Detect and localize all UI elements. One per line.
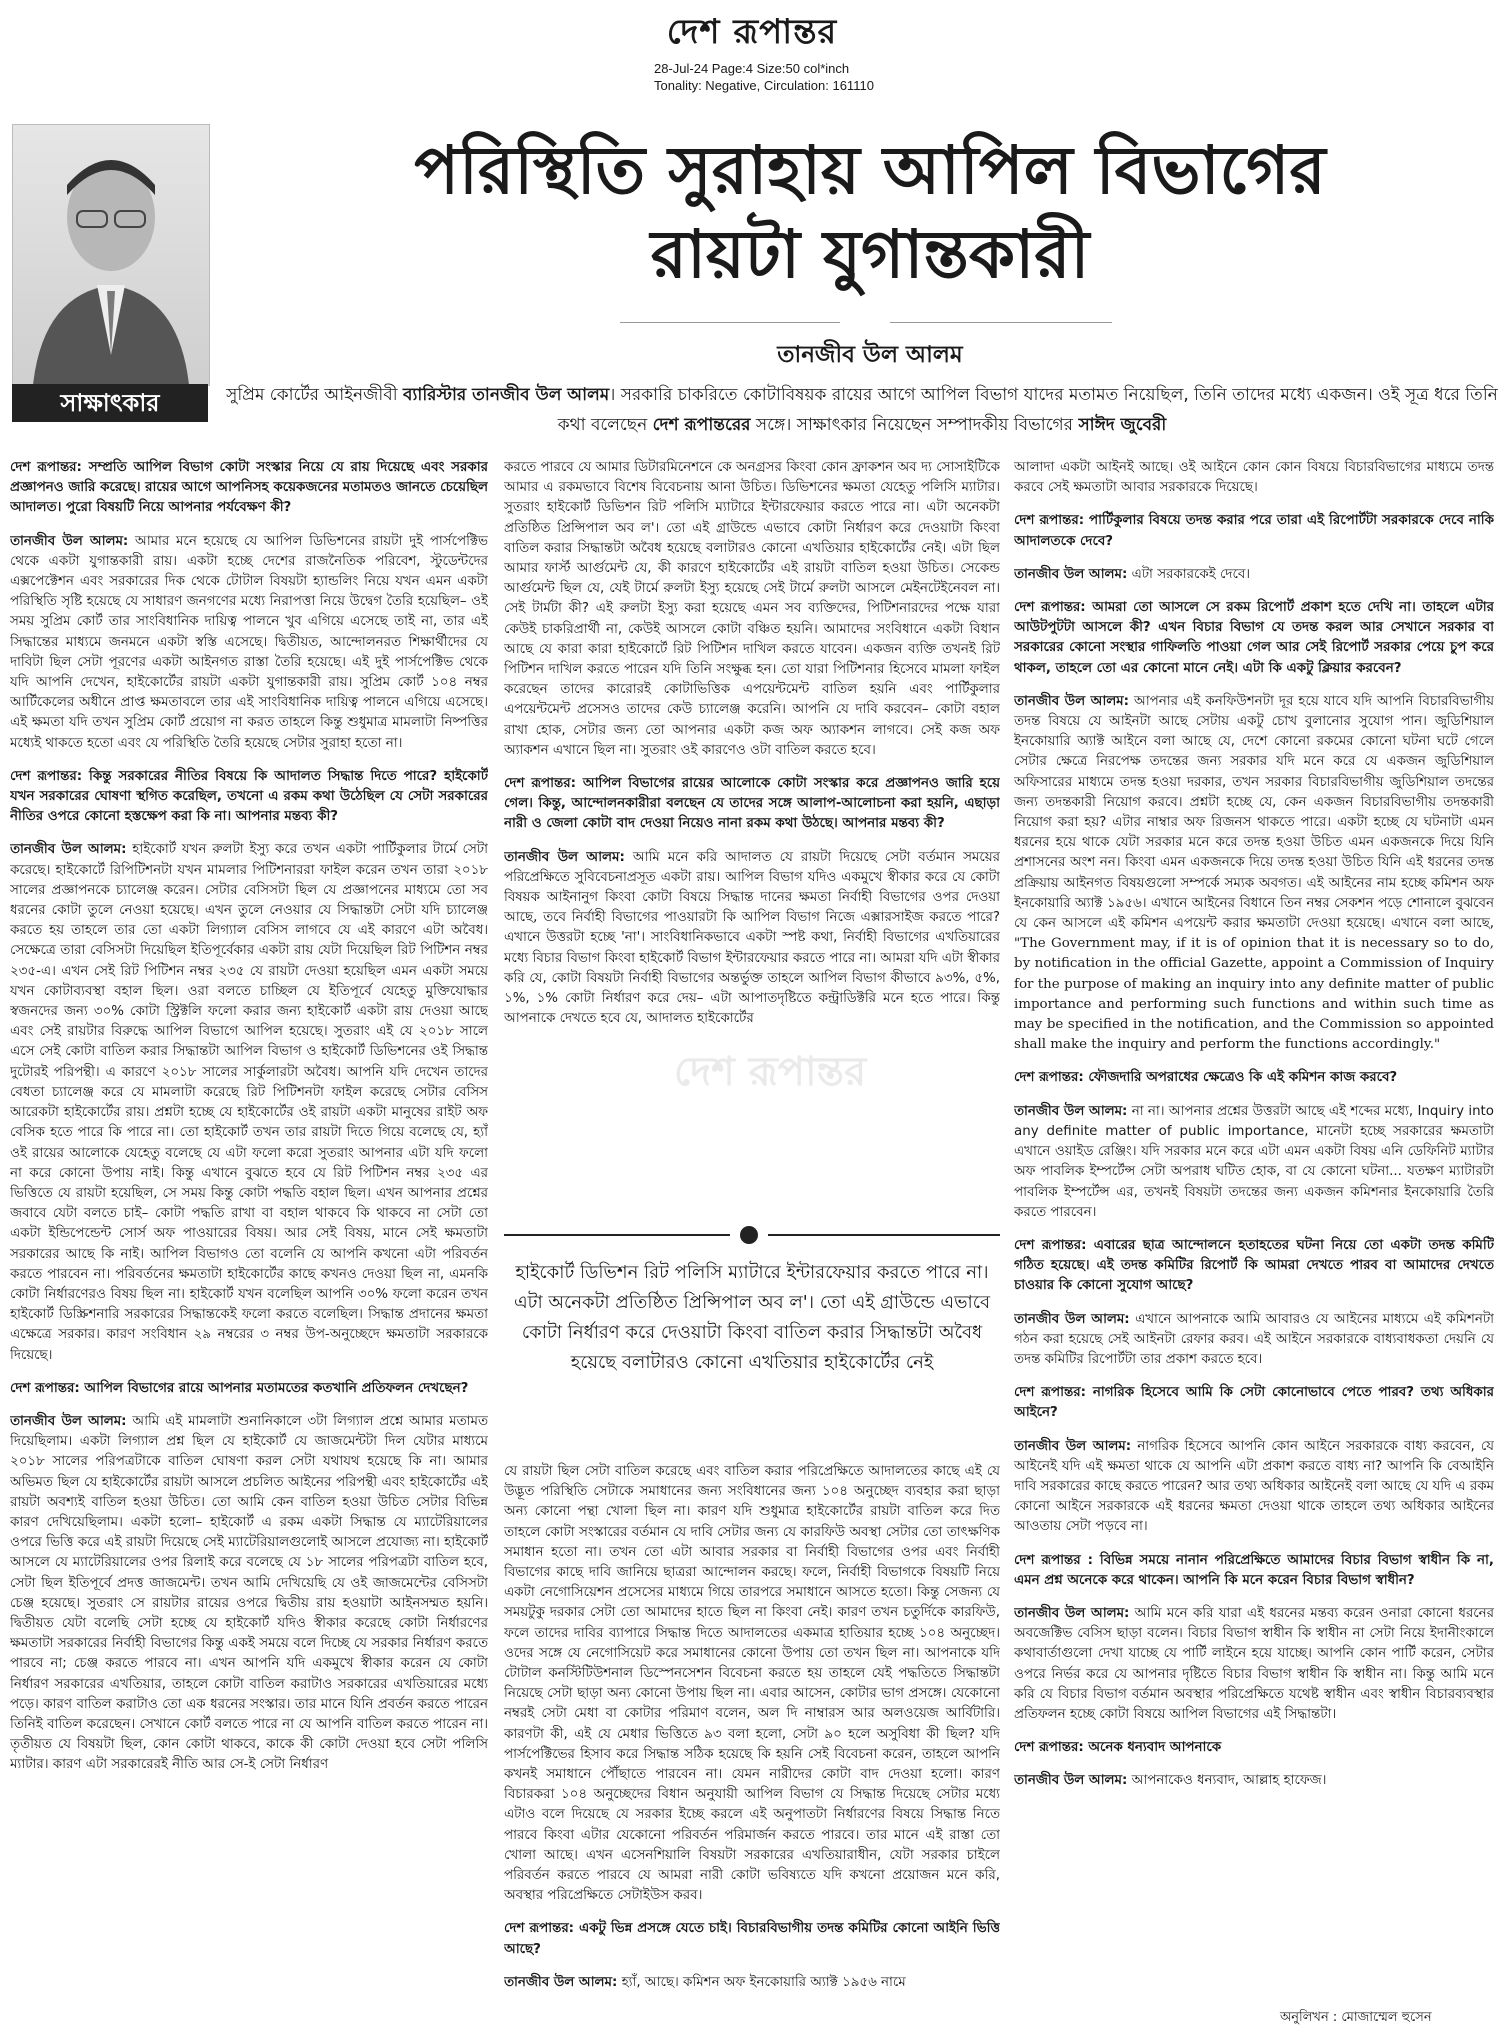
question: দেশ রূপান্তর : বিভিন্ন সময়ে নানান পরিপ্রেক্ষিতে আমাদের বিচার বিভাগ স্বাধীন কি না, এমন প্রশ্ন অনেকে করে থাকেন। আপনি কি মনে করেন বিচার বিভাগ স্বাধীন? [1014,1552,1494,1588]
answer-text: আমার মনে হয়েছে যে আপিল ডিভিশনের রায়টা দুই পার্সপেক্টিভ থেকে একটা যুগান্তকারী রায়। একটা হচ্ছে দেশের রাজনৈতিক পরিবেশ, স্টুডেন্টদের এক্সপেক্টেশন এবং সরকারের দিক থেকে টোটাল বিষয়টা হ্যান্ডলিং নিয়ে যখন এমন একটা পরিস্থিতি সৃষ্টি হয়েছে যে সাধারণ জনগণের মধ্যে নিরাপত্তা নিয়ে উদ্বেগ তৈরি হয়েছিল– ওই সময় সুপ্রিম কোর্ট তার সাংবিধানিক দায়িত্ব পালনে খুব এগিয়ে এসেছে তাই না, তার এই সিদ্ধান্তের মাধ্যমে জনমনে একটা স্বস্তি এসেছে। দ্বিতীয়ত, আন্দোলনরত শিক্ষার্থীদের যে দাবিটা ছিল সেটা পূরণের একটা আইনগত রাস্তা তৈরি হয়েছে। এই দুই পার্সপেক্টিভ থেকে যদি আপনি দেখেন, হাইকোর্টের রায়টা একটা যুগান্তকারী রায়। সুপ্রিম কোর্ট ১০৪ নম্বর আর্টিকেলের অধীনে প্রাপ্ত ক্ষমতাবলে তার এই সাংবিধানিক দায়িত্ব পালনে এগিয়ে এসেছে। এই ক্ষমতা যদি তখন সুপ্রিম কোর্ট প্রয়োগ না করত তাহলে কিন্তু শুধুমাত্র মামলাটা নিষ্পত্তির মধ্যেই থাকতে হতো এবং যে পরিস্থিতি তৈরি হয়েছে সেটার সুরাহা হতো না। [10,533,488,751]
pull-quote-text: হাইকোর্ট ডিভিশন রিট পলিসি ম্যাটারে ইন্টারফেয়ার করতে পারে না। এটা অনেকটা প্রতিষ্ঠিত প্রিন্সিপাল অব ল'। তো এই গ্রাউন্ডে এভাবে কোটা নির্ধারণ করে দেওয়াটা কিংবা বাতিল করার সিদ্ধান্তটা অবৈধ হয়েছে বলাটারও কোনো এখতিয়ার হাইকোর্টের নেই [513,1262,990,1373]
answer-continued: করতে পারবে যে আমার ডিটারমিনেশনে কে অনগ্রসর কিংবা কোন ফ্রাকশন অব দ্য সোসাইটিকে আমার এ রকমভাবে বিশেষ বিবেচনায় আনা উচিত। ডিভিশনের ক্ষমতা যেহেতু পলিসি ম্যাটার। সুতরাং হাইকোর্ট ডিভিশন রিট পলিসি ম্যাটারে ইন্টারফেয়ার করতে পারে না। এটা অনেকটা প্রতিষ্ঠিত প্রিন্সিপাল অব ল'। তো এই গ্রাউন্ডে এভাবে কোটা নির্ধারণ করে দেওয়াটা কিংবা বাতিল করার সিদ্ধান্তটা অবৈধ হয়েছে বলাটারও কোনো এখতিয়ার হাইকোর্টের নেই। এটা ছিল আমার ফার্স্ট আর্গুমেন্ট যে, কী কারণে হাইকোর্টের এই রায়টা বাতিল হওয়া উচিত। সেকেন্ড আর্গুমেন্ট ছিল যে, যেই টার্মে রুলটা ইস্যু হয়েছে সেই টার্মে রুলটা আসলে মেইনটেইনেবল না। সেই টার্মটা কী? এই রুলটা ইস্যু করা হয়েছে এমন সব ব্যক্তিদের, পিটিশনারদের পক্ষে যারা কেউই চাকরিপ্রার্থী না, কেউই আসলে কোটা বঞ্চিত হয়নি। আমাদের সংবিধানে একটা বিধান আছে যে কারা কারা হাইকোর্টে রিট পিটিশন দাখিল করতে যাবেন। একজন ব্যক্তি তখনই রিট পিটিশন দাখিল করতে পারেন যদি তিনি সংক্ষুব্ধ হন। তো যারা পিটিশনার হিসেবে মামলা ফাইল করেছেন তাদের কারোরই কোটাভিত্তিক এপয়েন্টমেন্ট বাতিল হয়নি এবং পার্টিকুলার এপয়েন্টমেন্ট প্রসেসও তাদের কেউ চ্যালেঞ্জ করেনি। আপনি যে দাবি করবেন– কোটা বহাল রাখা হোক, সেটার জন্য তো আপনার একটা কজ অফ অ্যাকশন লাগবে। সেই কজ অফ অ্যাকশন এখানে ছিল না। সুতরাং ওই কারণেও ওটা বাতিল করতে হবে। [504,460,1000,758]
answer-text: না না। আপনার প্রশ্নের উত্তরটা আছে এই শব্দের মধ্যে, Inquiry into any definite matter of public importance, মানেটা হচ্ছে সরকারের ক্ষমতাটা এখানে ওয়াইড রেঞ্জিং। যদি সরকার মনে করে এটা এমন একটা বিষয় এনি ডেফিনিট ম্যাটার অফ পাবলিক ইম্পর্টেন্স সেটা অপরাধ ঘটিত হোক, বা যে কোনো ঘটনা... যতক্ষণ ম্যাটারটা পাবলিক ইম্পর্টেন্স এর, তখনই বিষয়টা তদন্তের জন্য একজন কমিশনার ইনকোয়ারি তৈরি করতে পারবেন। [1014,1103,1494,1220]
answer [1014,1437,1494,1538]
clipping-meta [654,60,874,94]
answer-text: আমি মনে করি আদালত যে রায়টা দিয়েছে সেটা বর্তমান সময়ের পরিপ্রেক্ষিতে সুবিবেচনাপ্রসূত একটা রায়। আপিল বিভাগ যদিও একমুখে স্বীকার করে যে কোটা বিষয়ক আইনানুগ কিংবা কোটা বিষয়ে সিদ্ধান্ত দানের ক্ষমতা নির্বাহী বিভাগের ওপর দেওয়া আছে, তবে নির্বাহী বিভাগের পাওয়ারটা কি আপিল বিভাগ নিজে এক্সারসাইজ করতে পারে? এখানে উত্তরটা হচ্ছে 'না'। সাংবিধানিকভাবে একটা স্পষ্ট কথা, নির্বাহী বিভাগের এখতিয়ারের মধ্যে বিচার বিভাগ কিংবা হাইকোর্ট বিভাগ ইন্টারফেয়ার করতে পারে না। আমরা যদি এটা স্বীকার করি যে, কোটা বিষয়টা নির্বাহী বিভাগের অন্তর্ভুক্ত তাহলে আপিল বিভাগ কীভাবে ৯৩%, ৫%, ১%, ১% কোটা নির্ধারণ করে দেয়– এটা আপাতদৃষ্টিতে কন্ট্রাডিক্টরি মনে হতে পারে। কিন্তু আপনাকে দেখতে হবে যে, আদালত হাইকোর্টের [504,849,1000,1027]
answer [10,1412,488,1776]
speaker-label: তানজীব উল আলম: [10,842,127,858]
answer-continued: আলাদা একটা আইনই আছে। ওই আইনে কোন কোন বিষয়ে বিচারবিভাগের মাধ্যমে তদন্ত করবে সেই ক্ষমতাটা আবার সরকারকে দিয়েছে। [1014,460,1494,496]
intro-text: সঙ্গে। সাক্ষাৎকার নিয়েছেন সম্পাদকীয় বিভাগের [750,415,1079,435]
column-2-lower [504,1462,1000,2032]
english-quote: "The Government may, if it is of opinion that it is necessary so to do, by notification in the official Gazette, appoint a Commission of Inquiry for the purpose of making an inquiry into any definite matter of public importance and performing such functions and within such time as may be specified in the notification, and the Commission so appointed shall make the inquiry and perform the functions accordingly." [1014,936,1494,1053]
pull-quote-dot [740,1226,758,1244]
speaker-label: তানজীব উল আলম: [504,849,625,865]
speaker-label: তানজীব উল আলম: [1014,566,1128,582]
speaker-label: তানজীব উল আলম: [1014,693,1129,709]
answer-text: হাইকোর্ট যখন রুলটা ইস্যু করে তখন একটা পার্টিকুলার টার্মে সেটা করেছে। হাইকোর্টে রিপিটিশনটা যখন মামলার পিটিশনাররা ফাইল করেন তখন তারা ২০১৮ সালের প্রজ্ঞাপনকে চ্যালেঞ্জ করেন। সেটার বেসিসটা ছিল যে প্রজ্ঞাপনের মাধ্যমে তো সব ধরনের কোটা তুলে নেওয়া হয়েছে। এখন তুলে নেওয়ার যে সিদ্ধান্তটা সেটা যদি চ্যালেঞ্জ করতে হয় তাহলে তার তো একটা লিগ্যাল বেসিস লাগবে যে এই কারণে এটা অবৈধ। সেক্ষেত্রে তারা বেসিসটা দিয়েছিল ইতিপূর্বেকার একটা রায় যেটা দিয়েছিল রিট পিটিশন নম্বর ২৩৫-এ। এখন সেই রিট পিটিশন নম্বর ২৩৫ যে রায়টা দেওয়া হয়েছিল এমন একটা সময়ে যখন কোটাব্যবস্থা বহাল ছিল। ওরা বলতে চাচ্ছিল যে ইতিপূর্বে যেহেতু মুক্তিযোদ্ধার স্বজনদের জন্য ৩০% কোটা স্ট্রিক্টলি ফলো করার জন্য হাইকোর্ট একটা রায় দেওয়া আছে এবং সেই রায়টার বিরুদ্ধে আপিল বিভাগে আপিল হয়েছে। সুতরাং এই যে ২০১৮ সালে এসে সেই কোটা বাতিল করার সিদ্ধান্তটা আপিল বিভাগ ও হাইকোর্ট ডিভিশনের ওই সিদ্ধান্ত দুটোরই পরিপন্থী। এ কারণে ২০১৮ সালের সার্কুলারটা অবৈধ। আপনি যদি দেখেন তাদের বেধতা চ্যালেঞ্জ করে যে মামলাটা করেছে রিট পিটিশনটা ফাইল করেছে সেটার বেসিস আরেকটা হাইকোর্টের রায়। প্রশ্নটা হচ্ছে যে হাইকোর্টের ওই রায়টা একটা মানুষের রাইট অফ বেসিক হতে পারে কি পারে না। তো হাইকোর্ট তখন তার রায়টা দিতে গিয়ে বলেছে যে, হ্যাঁ ওই রায়ের আলোকে যেহেতু বলেছে যে এটা ফলো করো সুতরাং আপনার এটা যদি ফলো না করে কোনো উপায় নাই। কিন্তু এখানে বুঝতে হবে যে রিট পিটিশন নম্বর ২৩৫ এর ভিত্তিতে যে রায়টা হয়েছিল, সে সময় কিন্তু কোটা পদ্ধতি বহাল ছিল। এখন আপনার প্রশ্নের জবাবে যেটা বলতে চাই– কোটা পদ্ধতি রাখা বা বহাল থাকবে কি থাকবে না সেটা তো একটা ইন্ডিপেন্ডেন্ট সোর্স অফ পাওয়ারের বিষয়। আর সেই বিষয়, মানে সেই ক্ষমতাটা সরকারের আছে কি নাই। আপিল বিভাগও তো বলেনি যে আপনি কখনো এটা পরিবর্তন করতে পারবেন না। পরিবর্তনের ক্ষমতাটা হাইকোর্টের কাছে কখনও দেওয়া ছিল না, এমনকি কোটা নির্ধারণেরও বিষয় ছিল না। হাইকোর্ট যখন বলেছিল আপনি ৩০% ফলো করেন তখন হাইকোর্ট ডিস্ক্রিশনারি সরকারের সিদ্ধান্তকেই ফলো করতে বলেছিল। সিদ্ধান্ত প্রদানের ক্ষমতা এক্ষেত্রে সরকার। কারণ সংবিধান ২৯ নম্বরের ৩ নম্বর উপ-অনুচ্ছেদে ক্ষমতাটা সরকারকে দিয়েছে। [10,842,488,1363]
answer [1014,1771,1494,1791]
question: দেশ রূপান্তর: একটু ভিন্ন প্রসঙ্গে যেতে চাই। বিচারবিভাগীয় তদন্ত কমিটির কোনো আইনি ভিত্তি আছে? [504,1921,1000,1957]
question: দেশ রূপান্তর: অনেক ধন্যবাদ আপনাকে [1014,1740,1222,1756]
byline-rule-left [620,322,840,323]
answer-text: আমি মনে করি যারা এই ধরনের মন্তব্য করেন ওনারা কোনো ধরনের অবজেক্টিভ বেসিস ছাড়া বলেন। বিচার বিভাগ স্বাধীন কি স্বাধীন না সেটা নিয়ে ইদানীংকালে কথাবার্তাগুলো দেখা যাচ্ছে যে পার্টি লাইনে হয়ে যাচ্ছে। আপনি কোন পার্টি করেন, সেটার ওপরে নির্ভর করে যে আপনার দৃষ্টিতে বিচার বিভাগ স্বাধীন কি স্বাধীন না। কিন্তু আমি মনে করি যে বিচার বিভাগ বর্তমান অবস্থার পরিপ্রেক্ষিতে যথেষ্ট স্বাধীন এবং স্বাধীন বিচারব্যবস্থার প্রতিফলন হচ্ছে কোটা বিষয়ে আপিল বিভাগের এই সিদ্ধান্তটা। [1014,1605,1494,1722]
answer-text: আপনার এই কনফিউশনটা দূর হয়ে যাবে যদি আপনি বিচারবিভাগীয় তদন্ত বিষয়ে যে আইনটা আছে সেটায় একটু চোখ বুলানোর সুযোগ পান। জুডিশিয়াল ইনকোয়ারি অ্যাক্ট আইনে বলা আছে যে, দেশে কোনো রকমের কোনো ঘটনা ঘটে গেলে সেটার ক্ষেত্রে নিরপেক্ষ তদন্তের জন্য সরকার যদি মনে করে যে একজন জুডিশিয়াল অফিসারের মাধ্যমে তদন্ত হওয়া দরকার, তখন সরকার বিচারবিভাগীয় জুডিশিয়াল তদন্তের জন্য তদন্তকারী নিয়োগ করবে। প্রশ্নটা হচ্ছে যে, কেন একজন বিচারবিভাগীয় তদন্তকারী নিয়োগ করা হয়? এটার নাম্বার অফ রিজনস থাকতে পারে। একটা হচ্ছে যে ঘটনাটা এমন ধরনের হয়ে থাকে যেটা সরকার মনে করে তদন্ত হওয়া উচিত এমন একজনকে দিয়ে যিনি প্রশাসনের অংশ নন। কিংবা এমন একজনকে দিয়ে তদন্ত হওয়া উচিত যিনি এই ধরনের তদন্ত প্রক্রিয়ায় আইনগত বিষয়গুলো সম্পর্কে সম্যক অবগত। এই আইনের নাম হচ্ছে কমিশন অফ ইনকোয়ারি অ্যাক্ট ১৯৫৬। এখানে আইনের বিধানে তিন নম্বর সেকশন পড়ে শোনালে বুঝবেন যে কেন আসলে এই কমিশন এপয়েন্ট করার ক্ষমতাটা দেওয়া হয়েছে। এখানে বলা আছে, [1014,693,1494,932]
question: দেশ রূপান্তর: আপিল বিভাগের রায়ের আলোকে কোটা সংস্কার করে প্রজ্ঞাপনও জারি হয়ে গেল। কিন্তু, আন্দোলনকারীরা বলছেন যে তাদের সঙ্গে আলাপ-আলোচনা করা হয়নি, এছাড়া নারী ও জেলা কোটা বাদ দেওয়া নিয়েও নানা রকম কথা উঠছে। আপনার মন্তব্য কী? [504,776,1000,832]
speaker-label: তানজীব উল আলম: [10,1413,127,1429]
transcriber-credit: অনুলিখন : মোজাম্মেল হুসেন [1280,2010,1432,2025]
intro-interviewer: সাঈদ জুবেরী [1078,415,1167,435]
interviewee-photo [12,124,210,386]
intro-text: । সরকারি চাকরিতে কোটাবিষয়ক রায়ের আগে আপিল বিভাগ যাদের মতামত নিয়েছিল, তিনি তাদের মধ্যে একজন। ওই সূত্র ধরে তিনি কথা বলেছেন [557,385,1498,435]
headline-line-1: পরিস্থিতি সুরাহায় আপিল বিভাগের [414,131,1326,209]
section-tag: সাক্ষাৎকার [12,384,208,422]
question: দেশ রূপান্তর: কিন্তু সরকারের নীতির বিষয়ে কি আদালত সিদ্ধান্ত দিতে পারে? হাইকোর্ট যখন সরকারের ঘোষণা স্থগিত করেছিল, তখনো এ রকম কথা উঠেছিল যে সেটা সরকারের নীতির ওপরে কোনো হস্তক্ষেপ করা কি না। আপনার মন্তব্য কী? [10,768,488,825]
answer [1014,1102,1494,1223]
intro-newspaper: দেশ রূপান্তরের [652,415,751,435]
speaker-label: তানজীব উল আলম: [1014,1605,1130,1621]
answer [504,848,1000,1030]
pull-quote-rule-right [768,1234,1000,1236]
speaker-label: তানজীব উল আলম: [1014,1773,1128,1789]
answer-text: আমি এই মামলাটা শুনানিকালে ৩টা লিগ্যাল প্রশ্নে আমার মতামত দিয়েছিলাম। একটা লিগ্যাল প্রশ্ন ছিল যে হাইকোর্ট যে জাজমেন্টটা দিল যেটার মাধ্যমে ২০১৮ সালের পরিপত্রটাকে বাতিল ঘোষণা করল সেটা যথাযথ হয়েছে কি না। আমার অভিমত ছিল যে হাইকোর্টের রায়টা আসলে প্রচলিত আইনের পরিপন্থী এবং হাইকোর্টের এই রায়টা অবশ্যই বাতিল হওয়া উচিত। তো আমি কেন বাতিল হওয়া উচিত সেটার বিভিন্ন কারণ দেখিয়েছিলাম। একটা হলো– হাইকোর্ট এ রকম একটা সিদ্ধান্ত যে ম্যাটেরিয়ালের ওপরে ভিত্তি করে এই রায়টা দিয়েছে সেই ম্যাটেরিয়ালগুলোই আসলে প্রযোজ্য না। হাইকোর্ট আসলে যে ম্যাটেরিয়ালের ওপর রিলাই করে বলেছে যে ১৮ সালের পরিপত্রটা বাতিল হবে, সেটা ছিল ইতিপূর্বে প্রদত্ত জাজমেন্ট। তখন আমি দেখিয়েছি যে ওই জাজমেন্টের বেসিসটা চেঞ্জ হয়েছে। সুতরাং সে রায়টার রায়ের ওপরে দ্বিতীয় রায় হওয়াটা আইনসম্মত হয়নি। দ্বিতীয়ত যেটা বলেছি সেটা হচ্ছে যে হাইকোর্ট যদিও স্বীকার করেছে কোটা নির্ধারণের ক্ষমতাটা সরকারের নির্বাহী বিভাগের কিন্তু একই সময়ে বলে দিচ্ছে যে সরকার নির্ধারণ করতে পারবে না; চেঞ্জ করতে পারবে না। এখন আপনি যদি একমুখে স্বীকার করেন যে কোটা নির্ধারণ সরকারের এখতিয়ার, তাহলে কোটা বাতিল করাটাও সরকারের এখতিয়ারের মধ্যে পড়ে। কারণ বাতিল করাটাও তো এক ধরনের সংস্কার। তার মানে যিনি প্রবর্তন করতে পারেন তিনিই বাতিল করেছেন। সেখানে কোর্ট বলতে পারে না যে আপনি বাতিল করতে পারেন না। তৃতীয়ত যে বিষয়টা ছিল, কোন কোটা থাকবে, কাকে কী কোটা দেওয়া হবে সেটা পলিসি ম্যাটার। কারণ এটা সরকারেরই নীতি আর সে-ই সেটা নির্ধারণ [10,1413,488,1773]
watermark: দেশ রূপান্তর [673,1049,867,1095]
speaker-label: তানজীব উল আলম: [10,533,129,549]
answer [1014,1604,1494,1725]
column-3 [1014,458,1494,2004]
answer [1014,565,1494,585]
speaker-label: তানজীব উল আলম: [1014,1311,1130,1327]
speaker-label: তানজীব উল আলম: [504,1974,618,1990]
byline: তানজীব উল আলম [777,342,963,368]
question: দেশ রূপান্তর: নাগরিক হিসেবে আমি কি সেটা কোনোভাবে পেতে পারব? তথ্য অধিকার আইনে? [1014,1385,1494,1421]
meta-page-info: 28-Jul-24 Page:4 Size:50 col*inch [654,61,850,76]
question: দেশ রূপান্তর: এবারের ছাত্র আন্দোলনে হতাহতের ঘটনা নিয়ে তো একটা তদন্ত কমিটি গঠিত হয়েছে। এই তদন্ত কমিটির রিপোর্ট কি আমরা দেখতে পারব বা আমাদের দেখতে চাওয়ার কি কোনো সুযোগ আছে? [1014,1237,1494,1294]
answer-text: হ্যাঁ, আছে। কমিশন অফ ইনকোয়ারি অ্যাক্ট ১৯৫৬ নামে [617,1974,906,1990]
answer-text: এটা সরকারকেই দেবে। [1127,566,1251,582]
pull-quote [504,1226,1000,1460]
intro-text: সুপ্রিম কোর্টের আইনজীবী [226,385,403,405]
answer [1014,1310,1494,1371]
answer-text: আপনাকেও ধন্যবাদ, আল্লাহ হাফেজ। [1127,1773,1327,1789]
question: দেশ রূপান্তর: সম্প্রতি আপিল বিভাগ কোটা সংস্কার নিয়ে যে রায় দিয়েছে এবং সরকার প্রজ্ঞাপনও জারি করেছে। রায়ের আগে আপনিসহ কয়েকজনের মতামতও জানতে চেয়েছিল আদালত। পুরো বিষয়টি নিয়ে আপনার পর্যবেক্ষণ কী? [10,460,488,516]
byline-rule-right [890,322,1112,323]
column-2-upper [504,458,1000,1222]
question: দেশ রূপান্তর: আপিল বিভাগের রায়ে আপনার মতামতের কতখানি প্রতিফলন দেখছেন? [10,1380,469,1396]
answer [10,840,488,1365]
answer-text: নাগরিক হিসেবে আপনি কোন আইনে সরকারকে বাধ্য করবেন, যে আইনেই যদি এই ক্ষমতা থাকে যে আপনি এটা প্রকাশ করতে বাধ্য না? আপনি কি বেআইনি দাবি সরকারের কাছে করতে পারেন? আর তথ্য অধিকার আইনেই বলা আছে যে যদি এ রকম কোনো আইনে সরকারকে এই ধরনের ক্ষমতা দেওয়া থাকে তাহলে তথ্য অধিকার আইনের আওতায় সেটা পড়বে না। [1014,1438,1494,1535]
question: দেশ রূপান্তর: আমরা তো আসলে সে রকম রিপোর্ট প্রকাশ হতে দেখি না। তাহলে এটার আউটপুটটা আসলে কী? এখন বিচার বিভাগ যে তদন্ত করল আর সেখানে সরকার বা সরকারের কোনো সংস্থার গাফিলতি পাওয়া গেল আর সেই রিপোর্ট সরকার পেয়ে চুপ করে থাকল, তাহলে তো এর কোনো মানে নেই। এটা কি একটু ক্লিয়ার করবেন? [1014,600,1494,676]
intro-paragraph [224,380,1500,440]
answer [10,532,488,754]
headline-line-2: রায়টা যুগান্তকারী [650,215,1090,293]
answer-text: এখানে আপনাকে আমি আবারও যে আইনের মাধ্যমে এই কমিশনটা গঠন করা হয়েছে সেই আইনটা রেফার করব। এই আইনে সরকারকে বাধ্যবাধকতা দেয়নি যে তদন্ত কমিটির রিপোর্টটা তার প্রকাশ করতে হবে। [1014,1311,1494,1367]
speaker-label: তানজীব উল আলম: [1014,1438,1132,1454]
speaker-label: তানজীব উল আলম: [1014,1103,1128,1119]
headline [250,128,1490,296]
answer-continued: যে রায়টা ছিল সেটা বাতিল করেছে এবং বাতিল করার পরিপ্রেক্ষিতে আদালতের কাছে এই যে উদ্ভূত পরিস্থিতি সেটাকে সমাধানের জন্য সংবিধানের জন্য ১০৪ অনুচ্ছেদ ব্যবহার করা ছাড়া অন্য কোনো পন্থা খোলা ছিল না। কারণ যদি শুধুমাত্র হাইকোর্টের রায়টা বাতিল করে দিত তাহলে কোটা সংস্কারের বর্তমান যে দাবি সেটার জন্য যে কারফিউ অবস্থা সেটার তো তাৎক্ষণিক সমাধান হতো না। তখন তো এটা আবার সরকার বা নির্বাহী বিভাগের ওপর এবং নির্বাহী বিভাগের কাছে দাবি জানিয়ে ছাত্ররা আন্দোলন করছে। ফলে, নির্বাহী বিভাগকে বিষয়টি নিয়ে একটা নেগোসিয়েশন প্রসেসের মাধ্যমে গিয়ে তারপরে সমাধানে আসতে হতো। কিন্তু সেজন্য যে সময়টুকু দরকার সেটা তো আমাদের হাতে ছিল না কিংবা নেই। কারণ তখন চতুর্দিকে কারফিউ, ফলে তাদের দাবির ব্যাপারে সিদ্ধান্ত দিতে আদালতের একমাত্র হাতিয়ার হচ্ছে ১০৪ অনুচ্ছেদ। ওদের সঙ্গে যে নেগোসিয়েট করে সমাধানের কোনো উপায় তো তখন ছিল না। আপনাকে যদি টোটাল কনস্টিটিউশনাল ডিস্পেনসেশন বিবেচনা করতে হয় তাহলে যেই পদ্ধতিতে সিদ্ধান্তটা নিয়েছে সেটা ছাড়া অন্য কোনো উপায় ছিল না। এবার আসেন, কোটার ভাগ প্রসঙ্গে। যেকোনো নম্বরই সেটা মেধা বা কোটার পরিমাণ বলেন, অল দি নাম্বারস আর অলওয়েজ আর্বিটারি। কারণটা কী, এই যে মেধার ভিত্তিতে ৯৩ বলা হলো, সেটা ৯০ হলে অসুবিধা কী ছিল? যদি পার্সপেক্টিভের হিসাব করে সিদ্ধান্ত সঠিক হয়েছে কি হয়নি সেই বিবেচনা করেন, তাহলে আপনি কখনই সমাধানে পৌঁছাতে পারবেন না। যেমন নারীদের কোটা বাদ দেওয়া হলো। কারণ বিচারকরা ১০৪ অনুচ্ছেদের বিধান অনুযায়ী আপিল বিভাগ যে সিদ্ধান্ত দিয়েছে সেটার মধ্যে এটাও বলে দিয়েছে যে সরকার ইচ্ছে করলে এই অনুপাতটা নির্ধারণের বিষয়ে সিদ্ধান্ত নিতে পারবে কিংবা এটার যেকোনো পরিবর্তন পরিমার্জন করতে পারবে। তার মানে এই রাস্তা তো খোলা আছে। এখন এসেনশিয়ালি বিষয়টা সরকারের এখতিয়ারাধীন, যেটা সরকার চাইলে পরিবর্তন করতে পারবে যে আমরা নারী কোটা ভবিষ্যতে যদি কখনো প্রয়োজন মনে করি, অবস্থার পরিপ্রেক্ষিতে সেটাইউস করব। [504,1464,1000,1904]
column-1 [10,458,488,2032]
answer [1014,692,1494,1056]
question: দেশ রূপান্তর: ফৌজদারি অপরাধের ক্ষেত্রেও কি এই কমিশন কাজ করবে? [1014,1070,1398,1086]
intro-name: ব্যারিস্টার তানজীব উল আলম [403,385,610,405]
masthead-logo: দেশ রূপান্তর [666,12,838,52]
pull-quote-rule-left [504,1234,730,1236]
question: দেশ রূপান্তর: পার্টিকুলার বিষয়ে তদন্ত করার পরে তারা এই রিপোর্টটা সরকারকে দেবে নাকি আদালতকে দেবে? [1014,513,1494,549]
meta-tonality: Tonality: Negative, Circulation: 161110 [654,78,874,93]
answer [504,1973,1000,1993]
